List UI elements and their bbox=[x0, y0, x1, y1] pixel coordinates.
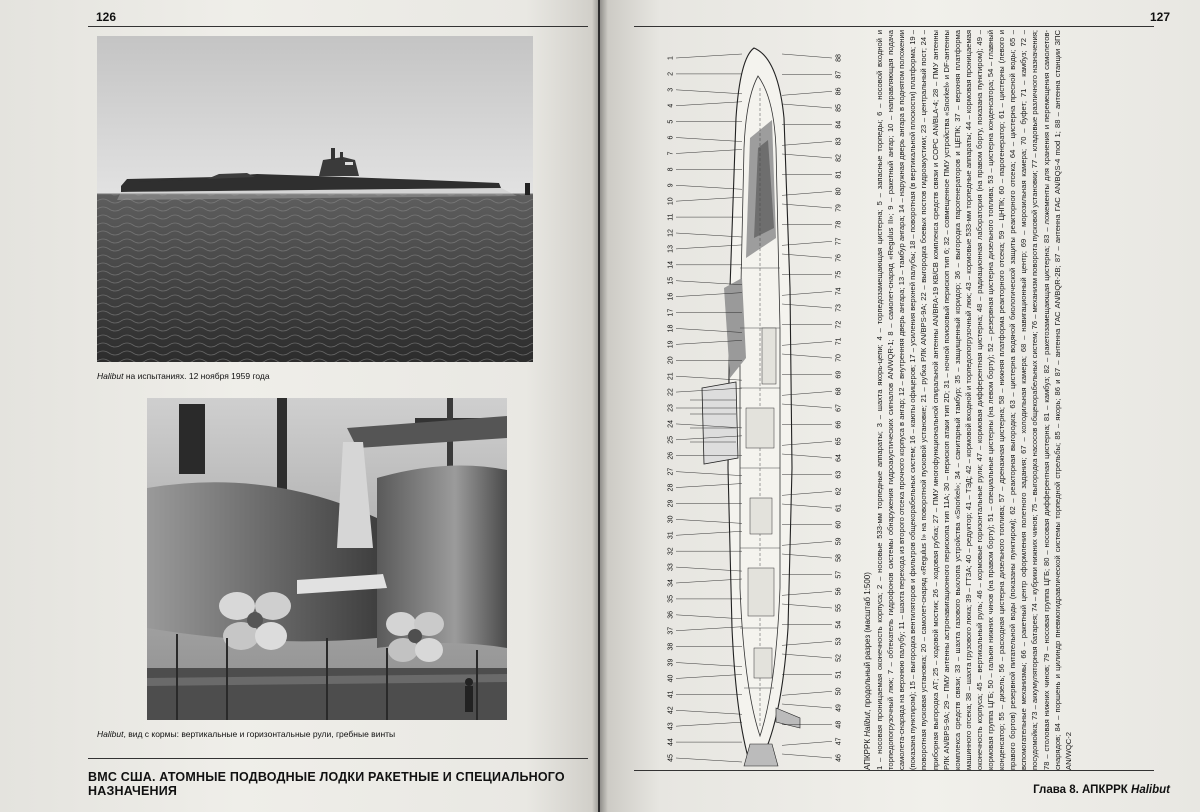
callout-label-left-13: 13 bbox=[667, 245, 675, 253]
callout-label-right-84: 84 bbox=[835, 120, 843, 129]
callout-label-right-66: 66 bbox=[835, 420, 843, 429]
callout-leader-right-88 bbox=[782, 54, 832, 58]
callout-label-left-41: 41 bbox=[667, 690, 675, 699]
callout-label-left-9: 9 bbox=[667, 183, 675, 188]
callout-leader-left-9 bbox=[676, 185, 742, 189]
page-number-left: 126 bbox=[96, 10, 117, 24]
callout-label-left-6: 6 bbox=[667, 135, 675, 140]
callout-label-left-1: 1 bbox=[667, 56, 675, 60]
callout-label-right-47: 47 bbox=[835, 737, 843, 746]
callout-label-left-25: 25 bbox=[667, 435, 675, 444]
callout-label-left-26: 26 bbox=[667, 451, 675, 460]
callout-label-left-10: 10 bbox=[667, 197, 675, 206]
callout-leader-right-82 bbox=[782, 154, 832, 158]
callout-label-right-56: 56 bbox=[835, 587, 843, 596]
callout-label-right-75: 75 bbox=[835, 270, 843, 279]
submarine-longitudinal-section-drawing bbox=[650, 28, 860, 768]
callout-label-right-62: 62 bbox=[835, 487, 843, 496]
callout-leader-right-52 bbox=[782, 654, 832, 658]
callout-leader-left-45 bbox=[676, 758, 742, 762]
callout-label-right-87: 87 bbox=[835, 70, 843, 79]
callout-label-right-55: 55 bbox=[835, 604, 843, 612]
callout-label-left-12: 12 bbox=[667, 229, 675, 237]
callout-leader-left-40 bbox=[676, 674, 742, 678]
callout-leader-left-39 bbox=[676, 663, 742, 667]
callout-label-left-15: 15 bbox=[667, 276, 675, 285]
callout-label-right-81: 81 bbox=[835, 170, 843, 179]
callout-label-left-11: 11 bbox=[667, 213, 675, 221]
callout-label-right-68: 68 bbox=[835, 387, 843, 396]
callout-leader-right-79 bbox=[782, 204, 832, 208]
callout-leader-right-56 bbox=[782, 591, 832, 595]
callout-leader-right-46 bbox=[782, 754, 832, 758]
callout-label-left-45: 45 bbox=[667, 754, 675, 762]
callout-label-right-72: 72 bbox=[835, 320, 843, 329]
callout-label-left-36: 36 bbox=[667, 610, 675, 619]
callout-label-right-59: 59 bbox=[835, 537, 843, 546]
callout-label-left-34: 34 bbox=[667, 579, 675, 587]
callout-label-right-78: 78 bbox=[835, 220, 843, 229]
callout-label-right-49: 49 bbox=[835, 704, 843, 712]
drawing-title bbox=[862, 30, 873, 770]
callout-label-left-7: 7 bbox=[667, 151, 675, 156]
callout-leader-right-53 bbox=[782, 641, 832, 645]
callout-label-right-65: 65 bbox=[835, 437, 843, 446]
callout-label-right-50: 50 bbox=[835, 687, 843, 696]
footer-rule-right bbox=[634, 770, 1154, 771]
callout-label-left-29: 29 bbox=[667, 499, 675, 508]
callout-label-right-48: 48 bbox=[835, 720, 843, 729]
callout-leader-right-77 bbox=[782, 241, 832, 245]
callout-label-left-38: 38 bbox=[667, 642, 675, 651]
callout-label-left-35: 35 bbox=[667, 595, 675, 603]
callout-label-left-40: 40 bbox=[667, 674, 675, 683]
callout-label-left-27: 27 bbox=[667, 467, 675, 476]
callout-label-left-42: 42 bbox=[667, 706, 675, 715]
callout-label-right-71: 71 bbox=[835, 337, 843, 346]
callout-leader-right-85 bbox=[782, 104, 832, 108]
callout-label-left-18: 18 bbox=[667, 324, 675, 333]
callout-label-right-58: 58 bbox=[835, 554, 843, 562]
callout-label-left-28: 28 bbox=[667, 483, 675, 492]
callout-label-right-67: 67 bbox=[835, 404, 843, 412]
callout-label-right-88: 88 bbox=[835, 54, 843, 62]
legend-body: 1 – носовая проницаемая оконечность корпуса; 2 – носовые 533-мм торпедные аппараты; 3 – шахта якорь-цепи; 4 – торпедозамещающая цистерна; 5 – запасные торпеды; 6 – носовой входной и торпедопогрузочный люк; 7 – обтекатель гидрофонов системы обнаружения гидроакустических сигналов AN/WQR-1; 8 – самолет-снаряд «Regulus II»; 9 – ракетный ангар; 10 – направляющая подача самолета-снаряда на верхнюю палубу; 11 – шахта перехода из второго отсека прочного корпуса в ангар; 12 – внутренняя дверь ангара; 13 – тамбур ангара; 14 – наружная дверь ангара в поднятом положении (показана пунктиром); 15 – выгородка вентиляторов и фильтров общекорабельных систем; 16 – каюты офицеров; 17 – усиления верхней палубы; 18 – поворотная (в вертикальной плоскости) платформа; 19 – поворотная пусковая установка; 20 – самолет-снаряд «Regulus I» на поворотной пусковой установке; 21 – рубка РЛК AN/BPS-9A; 22 – выгородка боевых постов гидроакустики; 23 – центральный пост; 24 – приборная выгородка АТ; 25 – ходовой мостик; 26 – ходовая рубка; 27 – ПМУ многофункциональной спиральной антенны AN/BRA-19 КВ/СВ комплекса средств связи и СОРС AN/BLA-4; 28 – ПМУ антенны РЛК AN/BPS-9A; 29 – ПМУ антенны астронавигационного перископа тип 11А; 30 – перископ атаки тип 2D; 31 – ночной поисковый перископ тип 6; 32 – совмещенное ПМУ устройства «Snorkel» и DF-антенны комплекса средств связи; 33 – шахта газового выхлопа устройства «Snorkel»; 34 – санитарный тамбур; 35 – защищенный коридор; 36 – выгородка парогенераторов и ЦЕПК; 37 – верхняя платформа машинного отсека; 38 – шахта грузового люка; 39 – ГТЗА; 40 – редуктор; 41 – ТЭД; 42 – кормовой входной и торпедопогрузочный люк; 43 – кормовые 533-мм торпедные аппараты; 44 – кормовая проницаемая оконечность корпуса; 45 – вертикальный руль; 46 – кормовые горизонтальные рули; 47 – кормовая дифферентная цистерна; 48 – радиационная лаборатория (на правом борту, показана пунктиром); 49 – кормовая группа ЦГБ; 50 – гальюн нижних чинов (на правом борту); 51 – специальные цистерны (на левом борту); 52 – резервная цистерна дизельного топлива; 53 – цистерна конденсатора; 54 – главный конденсатор; 55 – дизель; 56 – расходная цистерна дизельного топлива; 57 – дренажная цистерна; 58 – нижняя платформа реакторного отсека; 59 – ЦНПК; 60 – парогенератор; 61 – цистерны (левого и правого бортов) резервной питательной воды (показаны пунктиром); 62 – реакторная выгородка; 63 – цистерна водяной биологической защиты реакторного отсека; 64 – цистерна пресной воды; 65 – вспомогательные механизмы; 66 – ракетный центр оформления полетного задания; 67 – холодильная камера; 68 – навигационный центр; 69 – морозильная камера; 70 – буфет; 71 – камбуз; 72 – посудомойка; 73 – аккумуляторная батарея; 74 – кубрики нижних чинов; 75 – выгородка насосов общекорабельных систем; 76 – механизм поворота пусковой установки; 77 – кладовые различного назначения; 78 – столовая нижних чинов; 79 – носовая группа ЦГБ; 80 – носовая дифферентная цистерна; 81 – камбуз; 82 – ракетозамещающая цистерна; 83 – ложементы для хранения и перемещения самолетов-снарядов; 84 – поршень и цилиндр пневмогидравлической системы торпедной стрельбы; 85 – якорь; 86 и 87 – антенна ГАС AN/BQR-2B; 87 – антенна ГАС AN/BQS-4 mod 1; 88 – антенна станции ЗПС AN/WQC-2 bbox=[875, 30, 1073, 770]
book-spine-shadow bbox=[592, 0, 608, 812]
callout-label-left-33: 33 bbox=[667, 563, 675, 571]
drawing-title-subject: Halibut bbox=[863, 711, 872, 737]
callout-leader-left-6 bbox=[676, 138, 742, 142]
callout-leader-right-76 bbox=[782, 254, 832, 258]
callout-label-right-60: 60 bbox=[835, 520, 843, 529]
callout-label-left-31: 31 bbox=[667, 531, 675, 540]
callout-label-left-17: 17 bbox=[667, 308, 675, 317]
callout-leader-left-42 bbox=[676, 710, 742, 714]
footer-right bbox=[1033, 784, 1170, 796]
callout-leader-right-55 bbox=[782, 604, 832, 608]
callout-label-left-30: 30 bbox=[667, 515, 675, 524]
footer-right-prefix: Глава 8. АПКРРК bbox=[1033, 784, 1132, 796]
callout-leader-left-3 bbox=[676, 90, 742, 94]
legend-column bbox=[862, 30, 1192, 770]
callout-label-left-5: 5 bbox=[667, 119, 675, 124]
callout-label-right-86: 86 bbox=[835, 87, 843, 96]
callout-leader-left-7 bbox=[676, 149, 742, 153]
callout-label-right-73: 73 bbox=[835, 304, 843, 312]
photo-submarine-at-sea bbox=[97, 36, 533, 362]
callout-label-left-23: 23 bbox=[667, 404, 675, 412]
drawing-title-text: , продольный разрез (масштаб 1:500) bbox=[863, 572, 872, 712]
callout-label-left-16: 16 bbox=[667, 292, 675, 301]
callout-label-left-2: 2 bbox=[667, 71, 675, 76]
photo2-caption-text: , вид с кормы: вертикальные и горизонтальные рули, гребные винты bbox=[123, 729, 396, 739]
photo2-caption-subject: Halibut bbox=[97, 729, 124, 739]
callout-label-left-22: 22 bbox=[667, 388, 675, 396]
callout-label-right-63: 63 bbox=[835, 470, 843, 479]
callout-label-right-70: 70 bbox=[835, 354, 843, 362]
callout-label-left-3: 3 bbox=[667, 87, 675, 92]
callout-label-right-83: 83 bbox=[835, 137, 843, 146]
callout-leader-left-10 bbox=[676, 197, 742, 201]
callout-label-left-32: 32 bbox=[667, 547, 675, 556]
footer-rule-left bbox=[88, 758, 588, 759]
callout-label-left-21: 21 bbox=[667, 372, 675, 381]
callout-leader-right-80 bbox=[782, 191, 832, 195]
callout-label-right-77: 77 bbox=[835, 237, 843, 246]
header-rule-left bbox=[88, 26, 588, 27]
page-number-right: 127 bbox=[1149, 10, 1170, 24]
callout-label-right-82: 82 bbox=[835, 154, 843, 162]
callout-label-right-64: 64 bbox=[835, 454, 843, 462]
callout-label-right-52: 52 bbox=[835, 654, 843, 662]
footer-left: ВМС США. АТОМНЫЕ ПОДВОДНЫЕ ЛОДКИ РАКЕТНЫЕ И СПЕЦИАЛЬНОГО НАЗНАЧЕНИЯ bbox=[88, 770, 565, 798]
drawing-title-prefix: АПКРРК bbox=[863, 736, 872, 770]
callout-leader-right-49 bbox=[782, 704, 832, 708]
section-svg bbox=[650, 28, 860, 768]
legend-text-block bbox=[862, 30, 1192, 770]
callout-label-right-80: 80 bbox=[835, 187, 843, 196]
callout-label-left-8: 8 bbox=[667, 167, 675, 172]
photo1-caption-subject: Halibut bbox=[97, 371, 124, 381]
callout-label-right-57: 57 bbox=[835, 570, 843, 579]
callout-label-left-24: 24 bbox=[667, 420, 675, 428]
photo1-caption bbox=[97, 371, 270, 381]
photo2-caption bbox=[97, 729, 395, 739]
footer-right-subject: Halibut bbox=[1131, 784, 1170, 796]
callout-label-left-39: 39 bbox=[667, 658, 675, 667]
callout-label-left-19: 19 bbox=[667, 340, 675, 349]
callout-leader-right-50 bbox=[782, 691, 832, 695]
photo-submarine-stern-drydock bbox=[147, 398, 507, 720]
callout-label-left-37: 37 bbox=[667, 626, 675, 635]
callout-label-left-4: 4 bbox=[667, 103, 675, 108]
callout-leader-right-47 bbox=[782, 741, 832, 745]
callout-label-right-76: 76 bbox=[835, 254, 843, 262]
callout-leader-right-83 bbox=[782, 141, 832, 145]
left-page bbox=[0, 0, 598, 812]
callout-leader-left-43 bbox=[676, 722, 742, 726]
callout-label-right-61: 61 bbox=[835, 504, 843, 512]
callout-label-right-53: 53 bbox=[835, 637, 843, 646]
callout-label-right-51: 51 bbox=[835, 670, 843, 679]
callout-label-left-20: 20 bbox=[667, 356, 675, 365]
callout-leader-left-4 bbox=[676, 102, 742, 106]
callout-leader-left-1 bbox=[676, 54, 742, 58]
callout-label-right-79: 79 bbox=[835, 204, 843, 212]
callout-label-right-85: 85 bbox=[835, 104, 843, 112]
callout-label-left-43: 43 bbox=[667, 722, 675, 731]
callout-leader-right-86 bbox=[782, 91, 832, 95]
callout-label-right-69: 69 bbox=[835, 370, 843, 379]
photo1-caption-text: на испытаниях. 12 ноября 1959 года bbox=[123, 371, 270, 381]
callout-label-right-54: 54 bbox=[835, 620, 843, 629]
header-rule-right bbox=[634, 26, 1154, 27]
callout-label-left-44: 44 bbox=[667, 738, 675, 746]
callout-label-left-14: 14 bbox=[667, 260, 675, 269]
callout-label-right-74: 74 bbox=[835, 287, 843, 296]
callout-label-right-46: 46 bbox=[835, 754, 843, 762]
